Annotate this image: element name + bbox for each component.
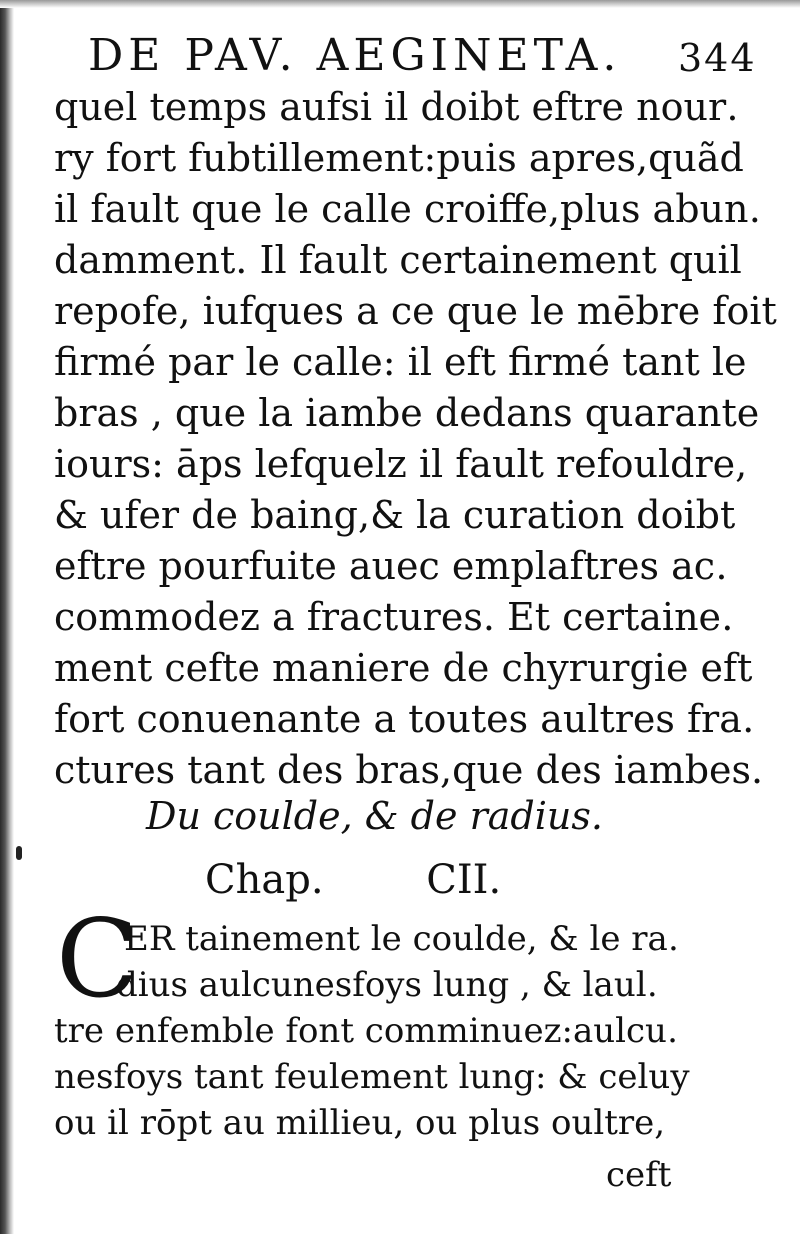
- catchword: ceft: [606, 1155, 672, 1195]
- chapter-title: Du coulde, & de radius.: [146, 794, 603, 838]
- text-line: ment cefte maniere de chyrurgie eft: [54, 646, 753, 690]
- ink-speck: [16, 846, 22, 860]
- text-line: ctures tant des bras,que des iambes.: [54, 748, 764, 792]
- text-line: ou il rōpt au millieu, ou plus oultre,: [54, 1103, 666, 1143]
- text-line: ER tainement le coulde, & le ra․: [124, 919, 680, 959]
- text-line: nesfoys tant feulement lung: & celuy: [54, 1057, 690, 1097]
- text-line: repofe, iufques a ce que le mēbre foit: [54, 289, 777, 333]
- chapter-label: Chap.: [205, 857, 324, 903]
- chapter-number: CII.: [426, 857, 502, 903]
- text-line: iours: āps lefquelz il fault refouldre,: [54, 442, 748, 486]
- text-line: damment. Il fault certainement quil: [54, 238, 742, 282]
- running-head: [88, 26, 768, 86]
- text-line: & ufer de baing,& la curation doibt: [54, 493, 736, 537]
- text-line: eftre pourfuite auec emplaftres ac․: [54, 544, 728, 588]
- chapter-heading: [205, 850, 501, 910]
- text-line: dius aulcunesfoys lung , & laul․: [116, 965, 658, 1005]
- running-title: DE PAV. AEGINETA.: [88, 30, 622, 81]
- page-top-shadow: [0, 0, 800, 8]
- text-line: tre enfemble font comminuez:aulcu․: [54, 1011, 679, 1051]
- text-line: quel temps aufsi il doibt eftre nour․: [54, 85, 739, 129]
- text-line: commodez a fractures. Et certaine․: [54, 595, 734, 639]
- text-line: fort conuenante a toutes aultres fra․: [54, 697, 755, 741]
- text-line: firmé par le calle: il eft firmé tant le: [54, 340, 747, 384]
- text-line: ry fort fubtillement:puis apres,quãd: [54, 136, 744, 180]
- drop-cap: C: [56, 897, 139, 1022]
- page-gutter-shadow: [0, 0, 14, 1234]
- text-line: bras , que la iambe dedans quarante: [54, 391, 760, 435]
- text-line: il fault que le calle croiffe,plus abun․: [54, 187, 762, 231]
- page-number: 344: [678, 36, 757, 80]
